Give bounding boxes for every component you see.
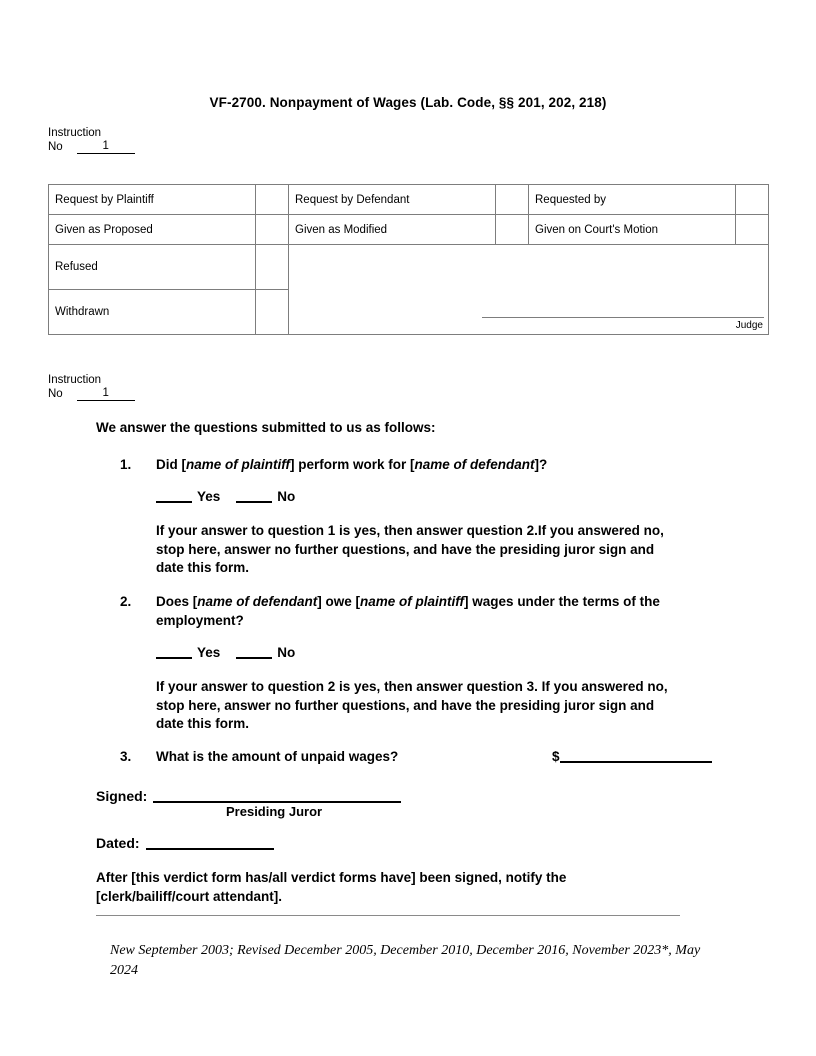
- question-3-amount-blank[interactable]: [560, 761, 712, 763]
- question-2-text: Does [name of defendant] owe [name of plaintiff] wages under the terms of the employment?: [156, 594, 660, 628]
- instruction-number-block-2: [48, 373, 135, 401]
- question-1-text: Did [name of plaintiff] perform work for [name of defendant]?: [156, 457, 548, 472]
- checkbox-refused[interactable]: [256, 245, 289, 290]
- signed-label: Signed:: [96, 788, 148, 804]
- judge-signature-wrap: [482, 316, 764, 332]
- question-1: [120, 456, 720, 475]
- question-2-note: If your answer to question 2 is yes, then answer question 3. If you answered no, stop here, answer no further questions, and have the presiding juror sign and date this form.: [156, 679, 668, 731]
- checkbox-withdrawn[interactable]: [256, 290, 289, 335]
- checkbox-given-as-modified[interactable]: [496, 215, 529, 245]
- checkbox-request-by-plaintiff[interactable]: [256, 185, 289, 215]
- instruction-word-1: Instruction: [48, 127, 102, 139]
- cell-withdrawn: Withdrawn: [49, 290, 256, 335]
- table-row: [49, 185, 769, 215]
- revision-history: New September 2003; Revised December 2005, December 2010, December 2016, November 2023*, May 2024: [110, 943, 701, 978]
- instruction-no-label-2: No: [48, 388, 63, 400]
- question-3-number: 3.: [120, 749, 132, 764]
- judge-label: Judge: [735, 320, 763, 331]
- question-3: [120, 749, 760, 764]
- instruction-word-2: Instruction: [48, 374, 102, 386]
- judge-signature-cell: [289, 245, 769, 335]
- instruction-no-value-2[interactable]: 1: [77, 387, 135, 401]
- question-1-no-label: No: [277, 489, 296, 504]
- footer-divider: [96, 915, 680, 916]
- disposition-table: [48, 184, 769, 335]
- checkbox-given-on-courts-motion[interactable]: [736, 215, 769, 245]
- cell-request-by-plaintiff: Request by Plaintiff: [49, 185, 256, 215]
- instruction-no-value-1[interactable]: 1: [77, 140, 135, 154]
- cell-requested-by: Requested by: [529, 185, 736, 215]
- question-2-no-label: No: [277, 645, 296, 660]
- checkbox-requested-by[interactable]: [736, 185, 769, 215]
- dated-row: [96, 835, 274, 851]
- question-2-number: 2.: [120, 594, 132, 609]
- question-3-text: What is the amount of unpaid wages?: [156, 749, 399, 764]
- question-2-no-blank[interactable]: [236, 657, 272, 659]
- cell-given-on-courts-motion: Given on Court's Motion: [529, 215, 736, 245]
- lead-line: We answer the questions submitted to us as follows:: [96, 420, 436, 435]
- question-2-answer-row: [156, 645, 295, 660]
- dated-label: Dated:: [96, 835, 140, 851]
- question-2-yes-label: Yes: [197, 645, 221, 660]
- question-3-amount-row: [552, 749, 712, 764]
- checkbox-given-as-proposed[interactable]: [256, 215, 289, 245]
- question-1-no-blank[interactable]: [236, 501, 272, 503]
- question-2: [120, 593, 720, 630]
- question-1-note: If your answer to question 1 is yes, then answer question 2.If you answered no, stop here, answer no further questions, and have the presiding juror sign and date this form.: [156, 523, 664, 575]
- question-1-yes-blank[interactable]: [156, 501, 192, 503]
- presiding-juror-label: Presiding Juror: [226, 804, 323, 819]
- question-1-yes-label: Yes: [197, 489, 221, 504]
- signed-row: [96, 788, 401, 804]
- checkbox-request-by-defendant[interactable]: [496, 185, 529, 215]
- cell-request-by-defendant: Request by Defendant: [289, 185, 496, 215]
- instruction-number-block-1: [48, 126, 135, 154]
- page-title: VF-2700. Nonpayment of Wages (Lab. Code, §§ 201, 202, 218): [209, 95, 607, 110]
- after-signed-note: After [this verdict form has/all verdict forms have] been signed, notify the [clerk/bailiff/court attendant].: [96, 870, 567, 904]
- cell-given-as-proposed: Given as Proposed: [49, 215, 256, 245]
- question-2-yes-blank[interactable]: [156, 657, 192, 659]
- signed-blank[interactable]: [153, 801, 401, 803]
- table-row: [49, 215, 769, 245]
- instruction-no-label-1: No: [48, 141, 63, 153]
- question-1-answer-row: [156, 489, 295, 504]
- amount-currency-symbol: $: [552, 749, 560, 764]
- dated-blank[interactable]: [146, 848, 274, 850]
- cell-given-as-modified: Given as Modified: [289, 215, 496, 245]
- question-1-number: 1.: [120, 457, 132, 472]
- cell-refused: Refused: [49, 245, 256, 290]
- table-row: [49, 245, 769, 290]
